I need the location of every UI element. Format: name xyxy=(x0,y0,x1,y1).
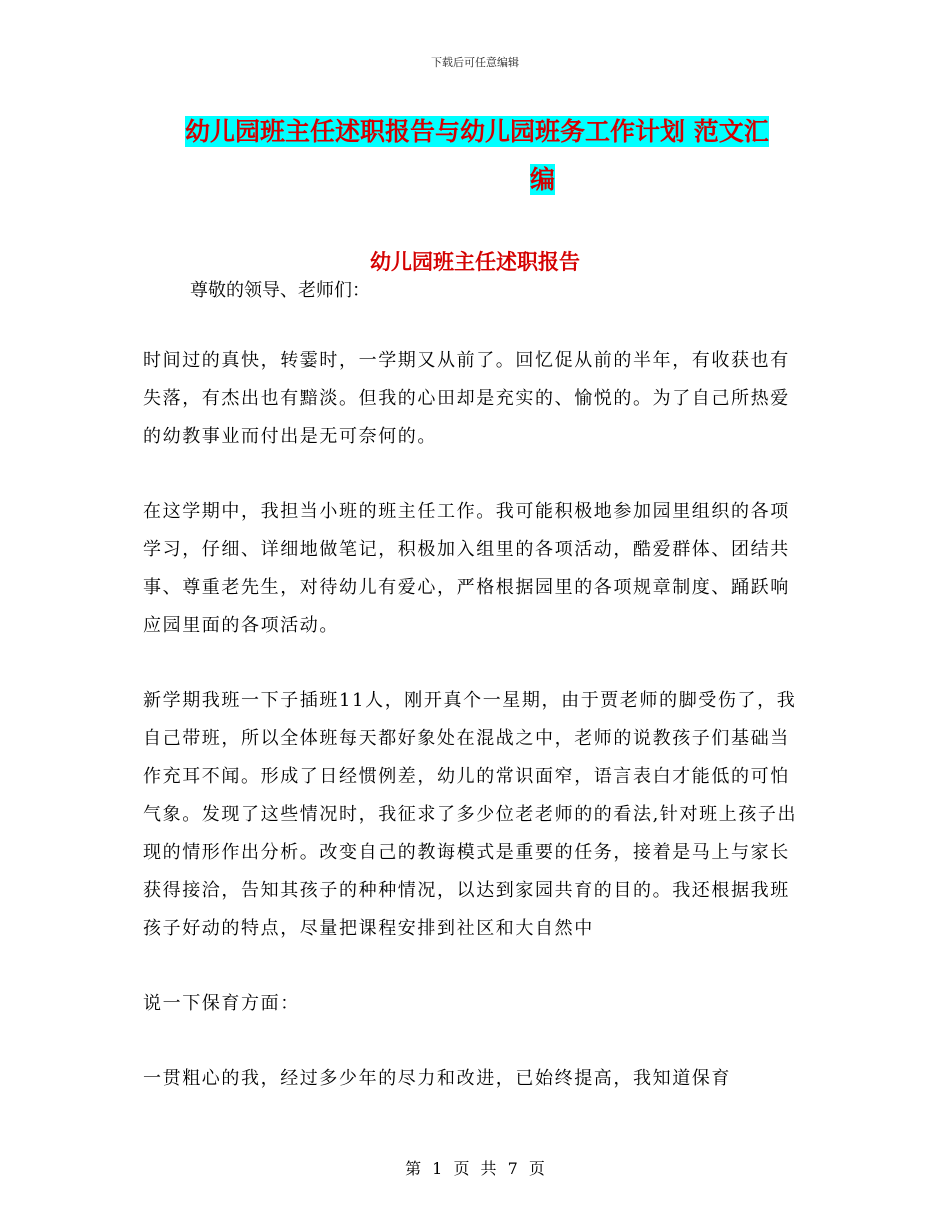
document-title xyxy=(185,108,810,204)
paragraph: 时间过的真快，转霎时，一学期又从前了。回忆促从前的半年，有收获也有失落，有杰出也有黯淡。但我的心田却是充实的、愉悦的。为了自己所热爱的幼教事业而付出是无可奈何的。 xyxy=(143,350,790,447)
section-title: 幼儿园班主任述职报告 xyxy=(370,249,580,274)
document-title-line1: 幼儿园班主任述职报告与幼儿园班务工作计划 范文汇 xyxy=(185,117,769,146)
salutation: 尊敬的领导、老师们： xyxy=(190,280,370,301)
paragraph: 在这学期中，我担当小班的班主任工作。我可能积极地参加园里组织的各项学习，仔细、详细地做笔记，积极加入组里的各项活动，酷爱群体、团结共事、尊重老先生，对待幼儿有爱心，严格根据园里的各项规章制度、踊跃响应园里面的各项活动。 xyxy=(143,501,790,636)
body-text xyxy=(143,342,808,1135)
paragraph: 说一下保育方面： xyxy=(143,993,300,1014)
page-footer: 第 1 页 共 7 页 xyxy=(405,1159,545,1178)
paragraph: 一贯粗心的我，经过多少年的尽力和改进，已始终提高，我知道保育 xyxy=(143,1068,731,1089)
paragraph: 新学期我班一下子插班11人，刚开真个一星期，由于贾老师的脚受伤了，我自己带班，所以全体班每天都好象处在混战之中，老师的说教孩子们基础当作充耳不闻。形成了日经惯例差，幼儿的常识面窄，语言表白才能低的可怕气象。发现了这些情况时，我征求了多少位老老师的的看法,针对班上孩子出现的情形作出分析。改变自己的教诲模式是重要的任务，接着是马上与家长获得接洽，告知其孩子的种种情况，以达到家园共育的目的。我还根据我班孩子好动的特点，尽量把课程安排到社区和大自然中 xyxy=(143,690,798,939)
document-title-line2: 编 xyxy=(529,165,555,194)
page-header-note: 下载后可任意编辑 xyxy=(431,56,519,69)
